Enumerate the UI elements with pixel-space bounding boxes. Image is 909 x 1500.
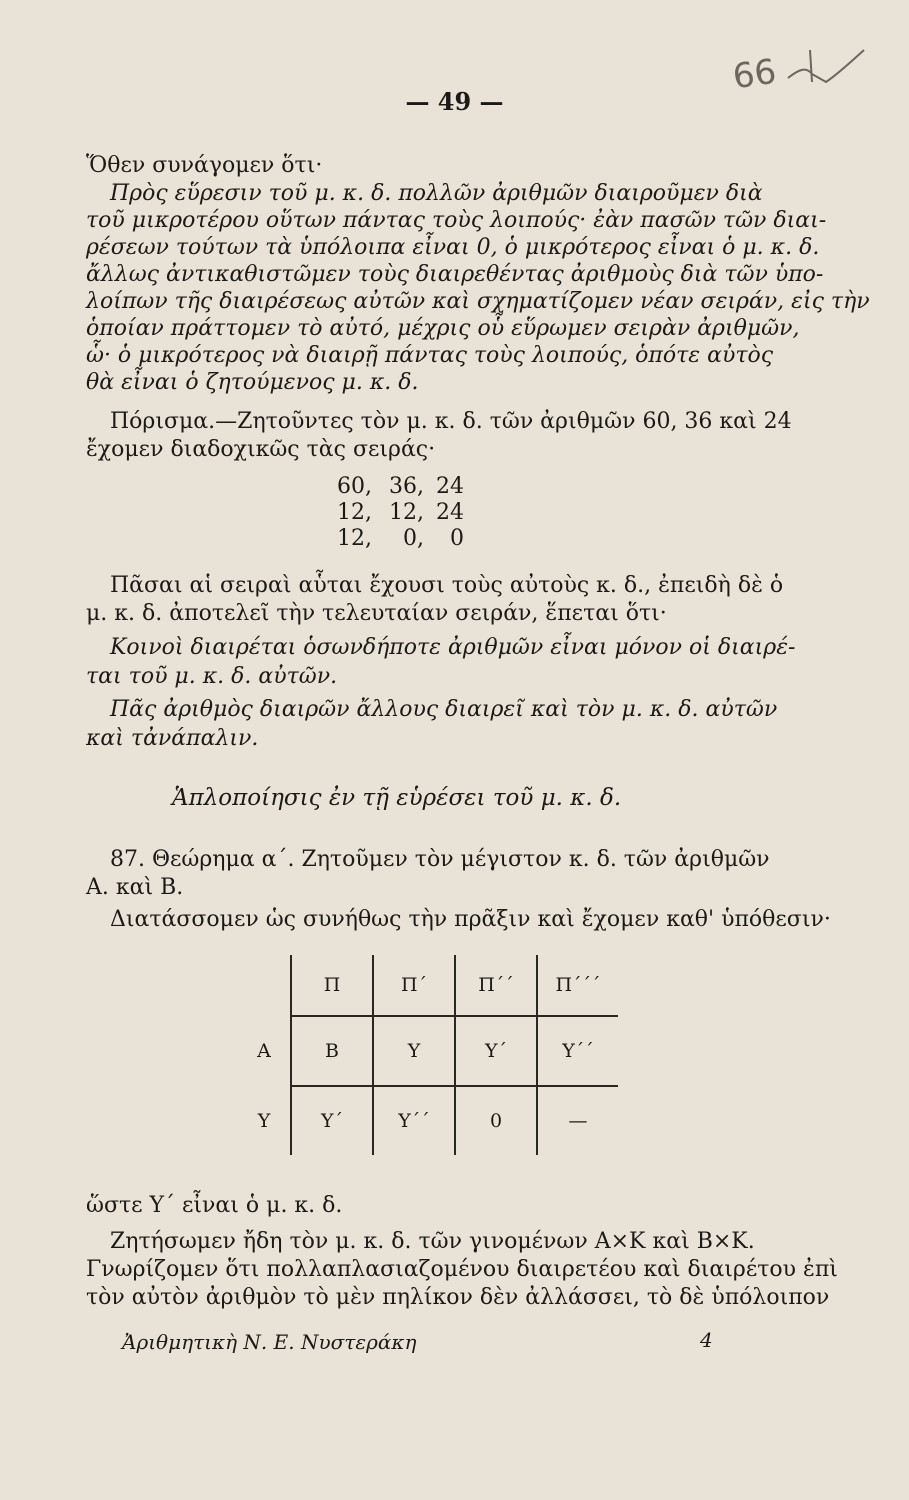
table-cell: Υ΄΄ [373,1086,455,1155]
series-cell: 12, [337,500,372,525]
conclusion-line-1: Πᾶσαι αἱ σειραὶ αὗται ἔχουσι τοὺς αὐτοὺς κ. δ., ἐπειδὴ δὲ ὁ [110,573,784,598]
series-cell: 24 [436,474,464,499]
section-heading: Ἁπλοποίησις ἐν τῇ εὑρέσει τοῦ μ. κ. δ. [172,785,622,811]
table-cell: Π΄ [373,955,455,1016]
table-cell: Υ΄ [455,1016,537,1086]
table-row [238,1086,618,1155]
table-cell: Υ [257,1109,271,1132]
table-cell: 0 [455,1086,537,1155]
book-footer-title: Ἀριθμητικὴ Ν. Ε. Νυστεράκη [122,1330,417,1354]
product-line-3: τὸν αὐτὸν ἀριθμὸν τὸ μὲν πηλίκον δὲν ἀλλάσσει, τὸ δὲ ὑπόλοιπον [86,1285,830,1310]
series-cell: 0 [450,526,464,551]
arrangement-line: Διατάσσομεν ὡς συνήθως τὴν πρᾶξιν καὶ ἔχομεν καθ' ὑπόθεσιν· [110,907,831,932]
table-cell [238,955,291,1016]
product-line-2: Γνωρίζομεν ὅτι πολλαπλασιαζομένου διαιρετέου καὶ διαιρέτου ἐπὶ [86,1257,838,1282]
corollary-line-2: ἔχομεν διαδοχικῶς τὰς σειράς· [86,437,436,462]
series-row [330,500,464,526]
table-row [238,955,618,1016]
series-table [330,474,464,552]
rule-line-1: Πρὸς εὕρεσιν τοῦ μ. κ. δ. πολλῶν ἀριθμῶν διαιροῦμεν διὰ [110,181,763,206]
series-row [330,474,464,500]
rule-line-6: ὁποίαν πράττομεν τὸ αὐτό, μέχρις οὗ εὕρωμεν σειρὰν ἀριθμῶν, [86,316,800,341]
table-row [238,1016,618,1086]
svg-text:66: 66 [730,51,779,98]
series-cell: 60, [337,474,372,499]
rule-line-8: θὰ εἶναι ὁ ζητούμενος μ. κ. δ. [86,370,419,395]
product-line-1: Ζητήσωμεν ἤδη τὸν μ. κ. δ. τῶν γινομένων Α×Κ καὶ Β×Κ. [110,1229,755,1254]
table-cell: Β [291,1016,373,1086]
rule-line-2: τοῦ μικροτέρου οὕτων πάντας τοὺς λοιπούς· ἐὰν πασῶν τῶν διαι- [86,208,827,233]
table-cell: Υ΄ [291,1086,373,1155]
series-cell: 0, [403,526,424,551]
rule-line-3: ρέσεων τούτων τὰ ὑπόλοιπα εἶναι 0, ὁ μικρότερος εἶναι ὁ μ. κ. δ. [86,235,820,260]
series-cell: 12, [389,500,424,525]
table-cell: Υ [373,1016,455,1086]
page-number: — 49 — [405,87,504,116]
divides-rule-line-1: Πᾶς ἀριθμὸς διαιρῶν ἄλλους διαιρεῖ καὶ τὸν μ. κ. δ. αὐτῶν [110,697,778,722]
conclusion-line-2: μ. κ. δ. ἀποτελεῖ τὴν τελευταίαν σειράν, ἕπεται ὅτι· [86,601,667,626]
intro-line: Ὅθεν συνάγομεν ὅτι· [86,153,323,178]
rule-line-7: ὧ· ὁ μικρότερος νὰ διαιρῇ πάντας τοὺς λοιπούς, ὁπότε αὐτὸς [86,343,774,368]
divisors-rule-line-1: Κοινοὶ διαιρέται ὁσωνδήποτε ἀριθμῶν εἶναι μόνον οἱ διαιρέ- [110,635,796,660]
table-cell: Π΄΄΄ [537,955,618,1016]
result-line: ὥστε Υ΄ εἶναι ὁ μ. κ. δ. [86,1193,343,1218]
rule-line-4: ἄλλως ἀντικαθιστῶμεν τοὺς διαιρεθέντας ἀριθμοὺς διὰ τῶν ὑπο- [86,262,824,287]
table-cell: Α [257,1040,271,1062]
divisors-rule-line-2: ται τοῦ μ. κ. δ. αὐτῶν. [86,664,338,689]
rule-line-5: λοίπων τῆς διαιρέσεως αὐτῶν καὶ σχηματίζομεν νέαν σειράν, εἰς τὴν [86,289,870,314]
series-row [330,526,464,552]
series-cell: 24 [436,500,464,525]
table-cell: Π΄΄ [455,955,537,1016]
series-cell: 36, [389,474,424,499]
table-cell: Υ΄΄ [537,1016,618,1086]
divides-rule-line-2: καὶ τἀνάπαλιν. [86,726,259,751]
theorem-line-1: 87. Θεώρημα α΄. Ζητοῦμεν τὸν μέγιστον κ. δ. τῶν ἀριθμῶν [110,847,770,872]
division-table [238,955,618,1155]
corollary-line-1: Πόρισμα.—Ζητοῦντες τὸν μ. κ. δ. τῶν ἀριθμῶν 60, 36 καὶ 24 [110,409,792,434]
table-cell: — [537,1086,618,1155]
theorem-line-2: Α. καὶ Β. [86,875,184,900]
series-cell: 12, [337,526,372,551]
signature-mark: 4 [700,1328,713,1352]
table-cell: Π [291,955,373,1016]
